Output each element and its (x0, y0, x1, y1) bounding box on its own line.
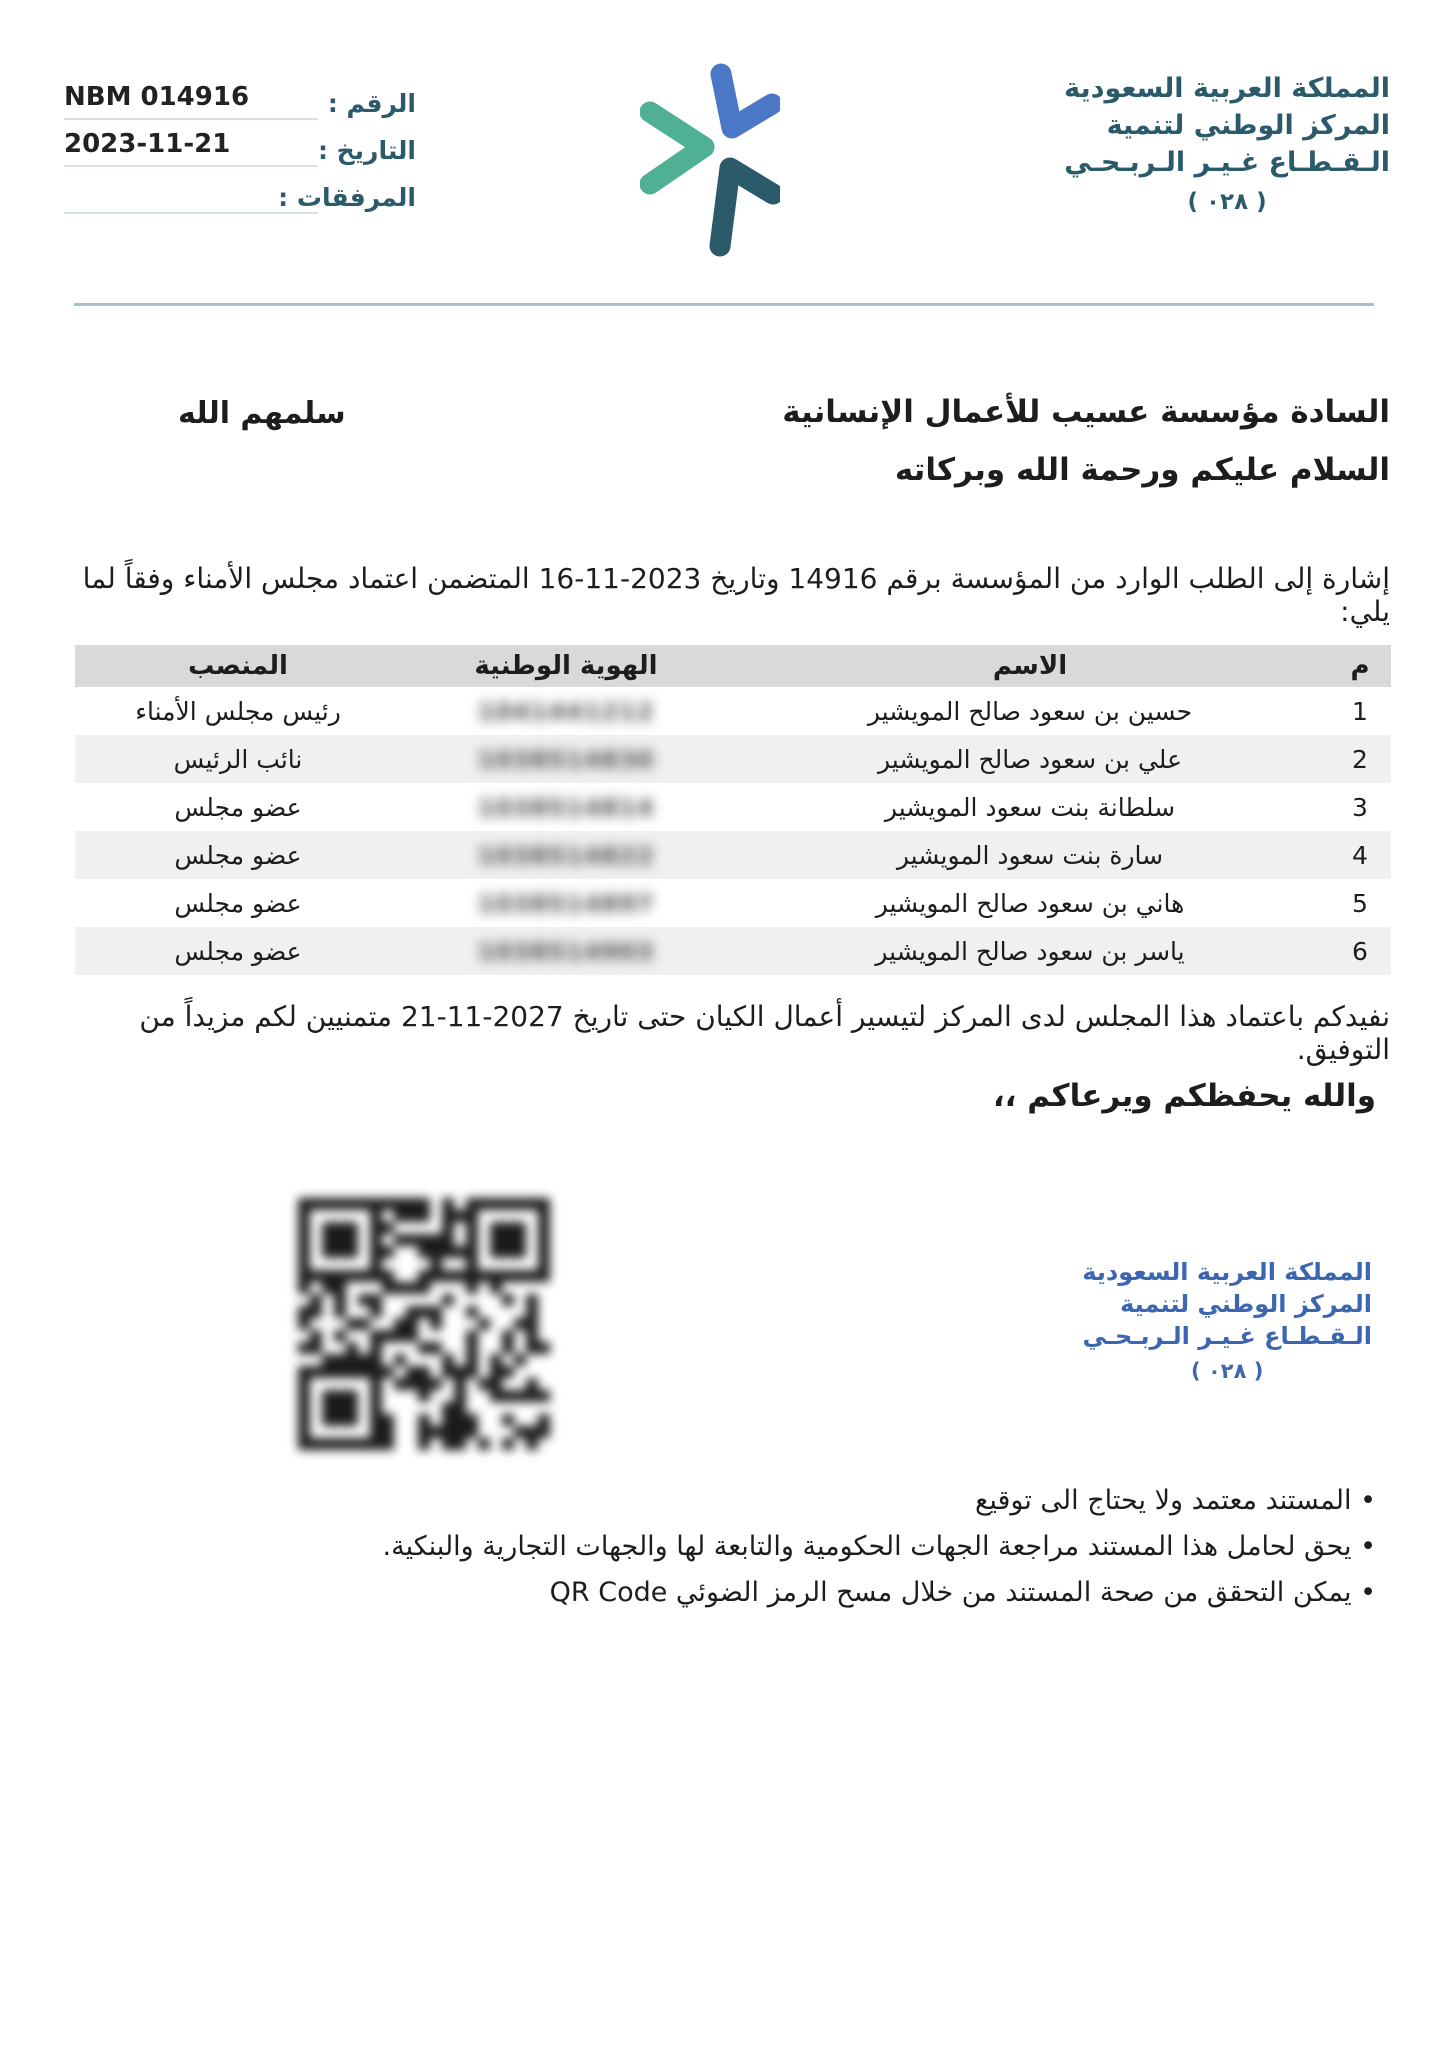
qr-module (406, 1282, 418, 1294)
header-national-id: الهوية الوطنية (401, 645, 731, 687)
qr-module (502, 1330, 514, 1342)
qr-module (334, 1294, 346, 1306)
cell-name: ياسر بن سعود صالح المويشير (875, 936, 1185, 966)
qr-module (310, 1330, 322, 1342)
qr-module (418, 1198, 430, 1210)
qr-module (514, 1354, 526, 1366)
qr-module (454, 1426, 466, 1438)
qr-module (346, 1318, 358, 1330)
cell-name: حسين بن سعود صالح المويشير (867, 696, 1193, 726)
header-name: الاسم (731, 645, 1329, 687)
qr-module (538, 1390, 550, 1402)
qr-module (430, 1234, 442, 1246)
qr-module (382, 1426, 394, 1438)
qr-module (382, 1246, 394, 1258)
qr-module (526, 1330, 538, 1342)
qr-module (514, 1318, 526, 1330)
qr-module (418, 1438, 430, 1450)
field-number-label: الرقم : (327, 89, 416, 118)
qr-module (418, 1234, 430, 1246)
qr-module (430, 1246, 442, 1258)
table-row (75, 783, 1391, 831)
cell-national-id (401, 687, 731, 735)
qr-code (298, 1198, 550, 1450)
qr-module (454, 1270, 466, 1282)
note-item: • يمكن التحقق من صحة المستند من خلال مسح الرمز الضوئي QR Code (200, 1574, 1376, 1612)
national-id-blurred: 1038514830 (477, 745, 655, 774)
field-number-value: NBM 014916 (64, 82, 318, 120)
cell-num: 5 (1352, 888, 1368, 918)
qr-module (358, 1294, 370, 1306)
qr-module (454, 1390, 466, 1402)
qr-module (394, 1282, 406, 1294)
qr-finder-icon (298, 1198, 382, 1282)
qr-module (526, 1438, 538, 1450)
qr-module (418, 1342, 430, 1354)
qr-module (442, 1294, 454, 1306)
qr-module (394, 1198, 406, 1210)
qr-finder-icon (298, 1366, 382, 1450)
qr-module (322, 1354, 334, 1366)
qr-module (382, 1330, 394, 1342)
cell-name: هاني بن سعود صالح المويشير (875, 888, 1185, 918)
qr-module (478, 1318, 490, 1330)
qr-module (406, 1210, 418, 1222)
qr-module (526, 1426, 538, 1438)
qr-module (478, 1438, 490, 1450)
qr-module (442, 1246, 454, 1258)
qr-module (442, 1222, 454, 1234)
qr-module (442, 1402, 454, 1414)
field-number (64, 78, 416, 120)
qr-finder-icon (466, 1198, 550, 1282)
cell-num: 2 (1352, 744, 1368, 774)
qr-module (430, 1378, 442, 1390)
qr-module (370, 1306, 382, 1318)
cell-position: عضو مجلس (174, 840, 302, 870)
qr-module (298, 1282, 310, 1294)
org-header-line3: الـقـطـاع غـيـر الـربـحـي (1064, 147, 1390, 178)
qr-module (298, 1318, 310, 1330)
qr-module (418, 1390, 430, 1402)
cell-num: 6 (1352, 936, 1368, 966)
qr-module (466, 1354, 478, 1366)
qr-module (454, 1378, 466, 1390)
qr-module (418, 1270, 430, 1282)
org-header-line2: المركز الوطني لتنمية (1106, 110, 1390, 141)
qr-module (418, 1414, 430, 1426)
qr-module (382, 1414, 394, 1426)
board-members-table (75, 645, 1391, 975)
qr-module (502, 1366, 514, 1378)
note-item: • يحق لحامل هذا المستند مراجعة الجهات الحكومية والتابعة لها والجهات التجارية والبنكية. (200, 1528, 1376, 1566)
greeting-line: السلام عليكم ورحمة الله وبركاته (894, 452, 1390, 488)
qr-module (538, 1414, 550, 1426)
cell-national-id (401, 783, 731, 831)
qr-module (406, 1306, 418, 1318)
qr-module (406, 1318, 418, 1330)
qr-module (442, 1270, 454, 1282)
org-footer-line2: المركز الوطني لتنمية (1120, 1290, 1372, 1318)
cell-national-id (401, 927, 731, 975)
qr-module (454, 1366, 466, 1378)
cell-num: 1 (1352, 696, 1368, 726)
qr-module (502, 1414, 514, 1426)
qr-module (442, 1414, 454, 1426)
qr-module (526, 1306, 538, 1318)
qr-module (526, 1318, 538, 1330)
qr-module (418, 1426, 430, 1438)
qr-module (406, 1366, 418, 1378)
qr-module (430, 1342, 442, 1354)
qr-module (406, 1198, 418, 1210)
qr-module (370, 1294, 382, 1306)
recipient-name: السادة مؤسسة عسيب للأعمال الإنسانية (782, 394, 1390, 430)
national-id-blurred: 1038514903 (477, 937, 655, 966)
qr-module (430, 1306, 442, 1318)
qr-module (490, 1282, 502, 1294)
qr-module (430, 1318, 442, 1330)
qr-module (406, 1378, 418, 1390)
header-divider (74, 303, 1374, 306)
qr-module (502, 1294, 514, 1306)
org-footer-code: ( ٠٢٨ ) (1191, 1359, 1264, 1383)
cell-national-id (401, 831, 731, 879)
reference-line: إشارة إلى الطلب الوارد من المؤسسة برقم 14916 وتاريخ 2023-11-16 المتضمن اعتماد مجلس الأمناء وفقاً لما يلي: (82, 562, 1390, 628)
qr-module (502, 1390, 514, 1402)
cell-num: 3 (1352, 792, 1368, 822)
qr-module (346, 1342, 358, 1354)
qr-module (442, 1426, 454, 1438)
qr-module (442, 1210, 454, 1222)
qr-module (382, 1438, 394, 1450)
table-row (75, 735, 1391, 783)
qr-module (454, 1402, 466, 1414)
qr-module (502, 1342, 514, 1354)
qr-module (490, 1390, 502, 1402)
qr-module (406, 1234, 418, 1246)
cell-position: رئيس مجلس الأمناء (135, 696, 341, 726)
national-id-blurred: 1038514822 (477, 841, 655, 870)
field-date (64, 125, 416, 167)
cell-position: عضو مجلس (174, 936, 302, 966)
qr-module (538, 1342, 550, 1354)
qr-module (370, 1330, 382, 1342)
qr-module (382, 1198, 394, 1210)
qr-module (466, 1366, 478, 1378)
qr-module (394, 1234, 406, 1246)
cell-position: عضو مجلس (174, 888, 302, 918)
qr-module (526, 1378, 538, 1390)
org-footer-line3: الـقـطـاع غـيـر الـربـحـي (1082, 1322, 1372, 1350)
qr-module (490, 1378, 502, 1390)
cell-national-id (401, 879, 731, 927)
table-row (75, 879, 1391, 927)
qr-module (358, 1318, 370, 1330)
qr-module (430, 1426, 442, 1438)
qr-module (442, 1438, 454, 1450)
qr-module (478, 1378, 490, 1390)
qr-module (334, 1282, 346, 1294)
qr-module (418, 1366, 430, 1378)
qr-module (442, 1234, 454, 1246)
qr-module (370, 1342, 382, 1354)
recipient-honorific: سلمهم الله (178, 396, 346, 431)
approval-line: نفيدكم باعتماد هذا المجلس لدى المركز لتيسير أعمال الكيان حتى تاريخ 2027-11-21 متمنيين لكم مزيداً من التوفيق. (139, 1000, 1390, 1066)
qr-module (382, 1282, 394, 1294)
org-header (1064, 70, 1390, 221)
qr-module (370, 1354, 382, 1366)
qr-module (466, 1414, 478, 1426)
qr-module (394, 1378, 406, 1390)
qr-module (514, 1390, 526, 1402)
qr-module (394, 1210, 406, 1222)
table-row (75, 687, 1391, 735)
qr-module (490, 1366, 502, 1378)
qr-module (310, 1294, 322, 1306)
national-id-blurred: 1038514814 (477, 793, 655, 822)
qr-module (454, 1438, 466, 1450)
qr-module (346, 1354, 358, 1366)
qr-module (454, 1414, 466, 1426)
qr-module (430, 1258, 442, 1270)
field-attachments-label: المرفقات : (278, 183, 416, 212)
qr-module (334, 1330, 346, 1342)
note-item: • المستند معتمد ولا يحتاج الى توقيع (200, 1482, 1376, 1520)
qr-module (454, 1210, 466, 1222)
qr-module (310, 1306, 322, 1318)
qr-module (526, 1294, 538, 1306)
org-footer-line1: المملكة العربية السعودية (1082, 1258, 1372, 1286)
qr-module (358, 1354, 370, 1366)
org-header-code: ( ٠٢٨ ) (1187, 189, 1267, 215)
qr-module (526, 1390, 538, 1402)
qr-module (334, 1354, 346, 1366)
cell-position: عضو مجلس (174, 792, 302, 822)
qr-module (394, 1354, 406, 1366)
table-row (75, 831, 1391, 879)
table-header-row (75, 645, 1391, 687)
cell-national-id (401, 735, 731, 783)
closing-line: والله يحفظكم ويرعاكم ،، (992, 1078, 1376, 1114)
qr-module (418, 1306, 430, 1318)
org-header-line1: المملكة العربية السعودية (1064, 73, 1390, 104)
qr-module (502, 1438, 514, 1450)
qr-module (430, 1270, 442, 1282)
header-position: المنصب (75, 645, 401, 687)
qr-module (538, 1426, 550, 1438)
cell-name: علي بن سعود صالح المويشير (878, 744, 1182, 774)
national-id-blurred: 1038514897 (477, 889, 655, 918)
qr-module (418, 1246, 430, 1258)
table-row (75, 927, 1391, 975)
qr-module (322, 1282, 334, 1294)
letterhead-fields (64, 78, 416, 219)
cell-position: نائب الرئيس (173, 744, 303, 774)
qr-module (466, 1330, 478, 1342)
qr-module (454, 1246, 466, 1258)
qr-module (394, 1318, 406, 1330)
header-num: م (1329, 645, 1391, 687)
qr-module (466, 1342, 478, 1354)
field-date-label: التاريخ : (317, 136, 416, 165)
qr-module (334, 1306, 346, 1318)
field-date-value: 2023-11-21 (64, 129, 318, 167)
qr-module (382, 1270, 394, 1282)
footer-notes (200, 1482, 1376, 1620)
ncnp-logo-icon (640, 62, 780, 257)
qr-module (310, 1342, 322, 1354)
qr-module (418, 1282, 430, 1294)
qr-module (418, 1210, 430, 1222)
qr-module (298, 1342, 310, 1354)
qr-module (442, 1354, 454, 1366)
qr-module (382, 1366, 394, 1378)
qr-module (406, 1330, 418, 1342)
org-footer (1082, 1256, 1372, 1387)
cell-name: سلطانة بنت سعود المويشير (884, 792, 1176, 822)
qr-module (442, 1366, 454, 1378)
qr-module (466, 1306, 478, 1318)
qr-module (466, 1426, 478, 1438)
qr-module (298, 1306, 310, 1318)
qr-module (442, 1198, 454, 1210)
qr-module (382, 1222, 394, 1234)
qr-module (490, 1354, 502, 1366)
field-attachments (64, 172, 416, 214)
qr-module (514, 1426, 526, 1438)
qr-module (526, 1342, 538, 1354)
qr-module (394, 1330, 406, 1342)
field-attachments-value (64, 176, 318, 214)
national-id-blurred: 1041441212 (477, 697, 655, 726)
cell-name: سارة بنت سعود المويشير (896, 840, 1164, 870)
qr-module (466, 1282, 478, 1294)
qr-module (418, 1378, 430, 1390)
cell-num: 4 (1352, 840, 1368, 870)
